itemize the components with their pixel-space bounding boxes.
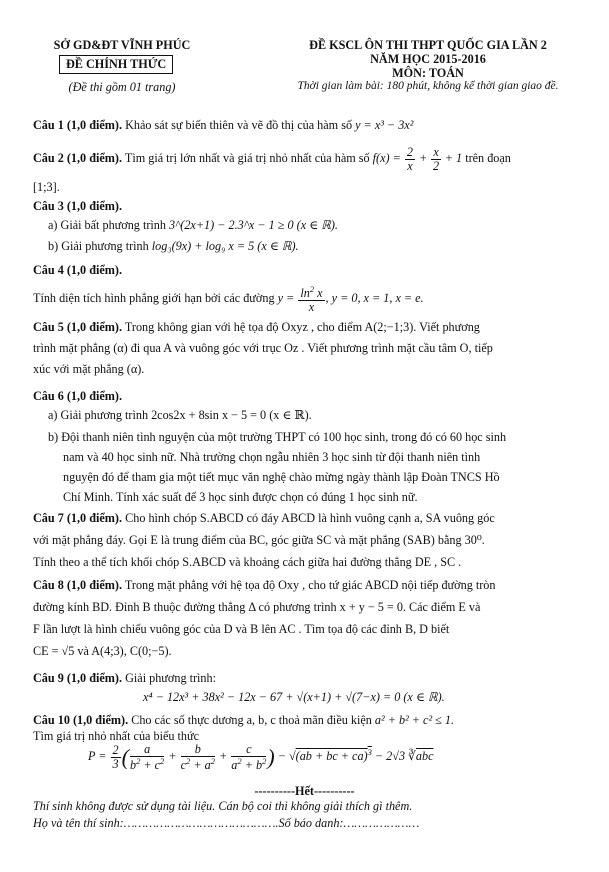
question-1-text: Khảo sát sự biến thiên và vẽ đồ thị của hàm số <box>125 118 353 132</box>
department-name: SỞ GD&ĐT VĨNH PHÚC <box>53 38 191 52</box>
question-8-line4: CE = √5 và A(4;3), C(0;−5). <box>33 644 172 658</box>
question-2-label: Câu 2 (1,0 điểm). <box>33 151 123 166</box>
question-2-tail: trên đoạn <box>465 151 511 166</box>
question-3-label: Câu 3 (1,0 điểm). <box>33 199 123 213</box>
footer-note: Thí sinh không được sử dụng tài liệu. Cán bộ coi thi không giải thích gì thêm. <box>33 799 413 813</box>
question-7-text1: Cho hình chóp S.ABCD có đáy ABCD là hình vuông cạnh a, SA vuông góc <box>125 511 495 525</box>
question-10-condition: a² + b² + c² ≤ 1. <box>374 713 455 727</box>
subject: MÔN: TOÁN <box>392 66 464 80</box>
question-8-line3: F lần lượt là hình chiếu vuông góc của D và B lên AC . Tìm tọa độ các đỉnh B, D biết <box>33 622 450 636</box>
question-1-label: Câu 1 (1,0 điểm). <box>33 118 123 132</box>
question-8-line1 <box>33 578 495 593</box>
question-10-expression: P = $\frac{2}{3}$ ( $\frac{a}{b^2 + c^2}$ + $\frac{b}{c^2 + a^2}$ + $\frac{c}{a^2 + b^2}$ ) − √(ab + bc + ca)$^3$ − 2√3 $∛\overline{abc}$ <box>88 742 434 772</box>
question-5-line2: trình mặt phẳng (α) đi qua A và vuông góc với trục Oz . Viết phương trình mặt cầu tâm O, tiếp <box>33 341 493 355</box>
question-9-line1 <box>33 671 216 686</box>
question-4-text: Tính diện tích hình phẳng giới hạn bởi các đường <box>33 291 275 306</box>
question-3b-formula: log₃(9x) + log₉ x = 5 (x ∈ ℝ). <box>151 239 299 253</box>
question-9-formula: x⁴ − 12x³ + 38x² − 12x − 67 + √(x+1) + √(7−x) = 0 (x ∈ ℝ). <box>143 690 445 704</box>
question-6b-line1: b) Đội thanh niên tình nguyện của một trường THPT có 100 học sinh, trong đó có 60 học sinh <box>48 430 507 444</box>
question-6-label: Câu 6 (1,0 điểm). <box>33 389 123 403</box>
question-9-text: Giải phương trình: <box>125 671 217 685</box>
question-10-label: Câu 10 (1,0 điểm). <box>33 713 129 727</box>
question-3a-formula: 3^(2x+1) − 2.3^x − 1 ≥ 0 (x ∈ ℝ). <box>169 218 338 232</box>
exam-title: ĐỀ KSCL ÔN THI THPT QUỐC GIA LẦN 2 <box>309 38 547 52</box>
candidate-name-line: Họ và tên thí sinh:…………………………………….Số báo danh:………………… <box>33 816 420 830</box>
question-7-line2: với mặt phẳng đáy. Gọi E là trung điểm của BC, góc giữa SC và mặt phẳng (SAB) bằng 30⁰. <box>33 533 485 547</box>
end-marker: ----------Hết---------- <box>254 784 355 798</box>
question-3b <box>48 239 299 254</box>
question-4-curve: y = $\frac{\ln^2 x}{x}$ <box>277 284 323 314</box>
question-4-label: Câu 4 (1,0 điểm). <box>33 263 123 277</box>
question-5-label: Câu 5 (1,0 điểm). <box>33 320 123 334</box>
question-3a-text: a) Giải bất phương trình <box>48 218 166 232</box>
question-7-line1 <box>33 511 495 526</box>
question-3a <box>48 218 338 233</box>
pages-note: (Đề thi gồm 01 trang) <box>68 80 176 94</box>
question-2-interval: [1;3]. <box>33 180 60 194</box>
question-6b-line4: Chí Minh. Tính xác suất để 3 học sinh được chọn có đúng 1 học sinh nữ. <box>63 490 418 504</box>
question-10-line1 <box>33 713 454 728</box>
question-1-formula: y = x³ − 3x² <box>355 118 414 132</box>
question-6a: a) Giải phương trình 2cos2x + 8sin x − 5 = 0 (x ∈ ℝ). <box>48 408 312 422</box>
question-8-text1: Trong mặt phẳng với hệ tọa độ Oxy , cho tứ giác ABCD nội tiếp đường tròn <box>124 578 496 592</box>
question-2 <box>33 146 511 173</box>
question-2-function: f(x) = $\frac{2}{x}$ + $\frac{x}{2}$ + 1 <box>372 145 463 173</box>
question-5-line1 <box>33 320 480 335</box>
question-4-tail: , y = 0, x = 1, x = e. <box>325 291 424 306</box>
question-4-body <box>33 285 424 314</box>
question-7-label: Câu 7 (1,0 điểm). <box>33 511 123 525</box>
question-7-line3: Tính theo a thể tích khối chóp S.ABCD và khoảng cách giữa hai đường thẳng DE , SC . <box>33 555 462 569</box>
question-5-line3: xúc với mặt phẳng (α). <box>33 362 145 376</box>
school-year: NĂM HỌC 2015-2016 <box>370 52 486 66</box>
question-2-text: Tìm giá trị lớn nhất và giá trị nhỏ nhất của hàm số <box>124 151 370 166</box>
question-10-line2: Tìm giá trị nhỏ nhất của biểu thức <box>33 729 200 743</box>
question-10-text: Cho các số thực dương a, b, c thoả mãn điều kiện <box>131 713 372 727</box>
question-8-label: Câu 8 (1,0 điểm). <box>33 578 123 592</box>
time-note: Thời gian làm bài: 180 phút, không kể thời gian giao đề. <box>297 80 559 92</box>
question-1 <box>33 118 413 133</box>
question-6b-line2: nam và 40 học sinh nữ. Nhà trường chọn ngẫu nhiên 3 học sinh từ đội thanh niên tình <box>63 450 481 464</box>
question-5-text1: Trong không gian với hệ tọa độ Oxyz , cho điểm A(2;−1;3). Viết phương <box>124 320 480 334</box>
question-6b-line3: nguyện đó để tham gia một tiết mục văn nghệ chào mừng ngày thành lập Đoàn TNCS Hồ <box>63 470 500 484</box>
official-badge: ĐỀ CHÍNH THỨC <box>59 55 173 74</box>
question-3b-text: b) Giải phương trình <box>48 239 149 253</box>
question-8-line2: đường kính BD. Đỉnh B thuộc đường thẳng Δ có phương trình x + y − 5 = 0. Các điểm E và <box>33 600 481 614</box>
question-9-label: Câu 9 (1,0 điểm). <box>33 671 123 685</box>
